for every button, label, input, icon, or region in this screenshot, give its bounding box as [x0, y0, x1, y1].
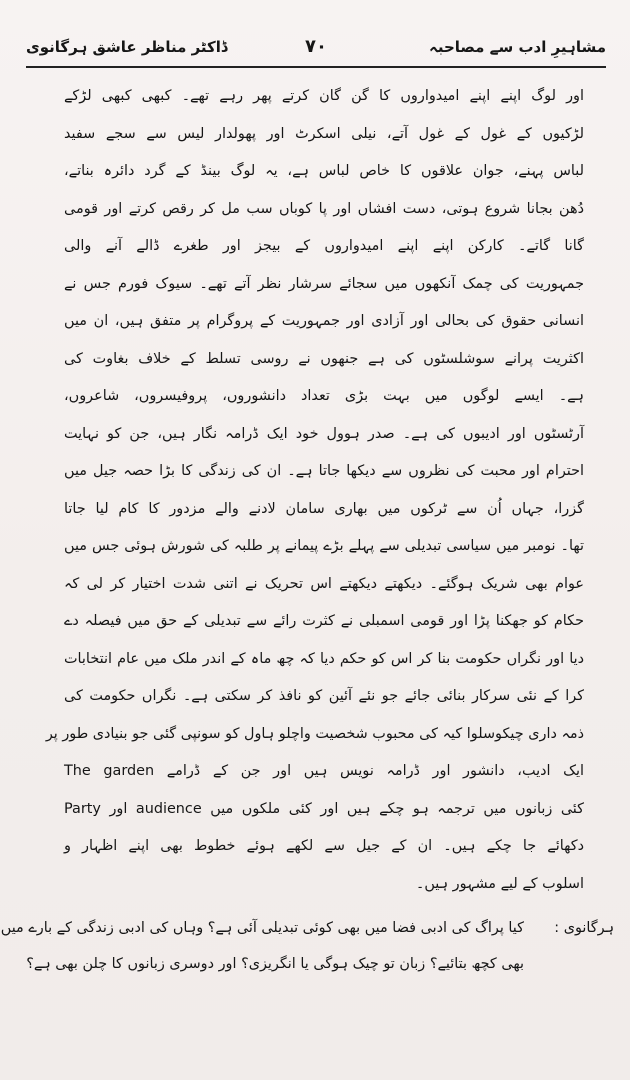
question-block	[0, 910, 614, 982]
text-line: ہے۔ ایسے لوگوں میں بہت بڑی تعداد دانشوروں، پروفیسروں، شاعروں،	[64, 388, 584, 404]
text-line: احترام اور محبت کی نظروں سے دیکھا جاتا ہے۔ ان کی زندگی کا بڑا حصہ جیل میں	[64, 463, 584, 479]
page-header	[26, 34, 606, 68]
text-line: جمہوریت کی چمک آنکھوں میں سجائے سرشار نظر آتے تھے۔ سیوک فورم جس نے	[64, 275, 584, 292]
text-line: ذمہ داری چیکوسلوا کیہ کی محبوب شخصیت واچلو ہاول کو سونپی گئی جو بنیادی طور پر	[45, 725, 584, 742]
author-name: ڈاکٹر مناظر عاشق ہرگانوی	[26, 38, 228, 56]
text-line: آرٹسٹوں اور ادیبوں کی ہے۔ صدر ہوول خود ایک ڈرامہ نگار ہیں، جن کو نہایت	[64, 425, 584, 442]
book-title: مشاہیرِ ادب سے مصاحبہ	[429, 38, 606, 56]
text-line: ایک ادیب، دانشور اور ڈرامہ نویس ہیں اور جن کے ڈرامے The garden	[64, 763, 584, 779]
text-line: لباس پہنے، جوان علاقوں کا خاص لباس ہے، یہ لوگ بینڈ کے گرد دائرہ بناتے،	[64, 163, 584, 179]
text-line: اور لوگ اپنے اپنے امیدواروں کا گن گان کرتے پھر رہے تھے۔ کبھی کبھی لڑکے	[64, 88, 584, 104]
text-line: دُھن بجانا شروع ہوتی، دست افشاں اور پا کوباں سب مل کر رقص کرتے اور قومی	[64, 200, 584, 217]
question-row-2	[26, 946, 614, 982]
text-line: Party اور audience کئی زبانوں میں ترجمہ ہو چکے ہیں اور کئی ملکوں میں	[64, 800, 585, 817]
text-line: گزرا، جہاں اُن سے ٹرکوں میں بھاری سامان لادنے والے مزدور کا کام لیا جاتا	[64, 500, 584, 517]
question-line: کیا پراگ کی ادبی فضا میں بھی کوئی تبدیلی آئی ہے؟ وہاں کی ادبی زندگی کے بارے میں	[0, 920, 524, 936]
page-number: ٧٠	[305, 36, 327, 57]
text-line: دکھائے جا چکے ہیں۔ ان کے جیل سے لکھے ہوئے خطوط بھی اپنے اظہار و	[64, 838, 584, 854]
question-line: بھی کچھ بتائیے؟ زبان تو چیک ہوگی یا انگریزی؟ اور دوسری زبانوں کا چلن بھی ہے؟	[26, 956, 524, 972]
text-line: حکام کو جھکنا پڑا اور قومی اسمبلی نے کثرت رائے سے تبدیلی کے حق میں فیصلہ دے	[64, 613, 584, 629]
text-line: لڑکیوں کے غول کے غول آتے، نیلی اسکرٹ اور پھولدار لیس سے سجے سفید	[64, 125, 584, 142]
text-line: تھا۔ نومبر میں سیاسی تبدیلی سے پہلے بڑے پیمانے پر طلبہ کی شورش ہوئی جس میں	[64, 538, 584, 554]
text-line: دیا اور نگراں حکومت بنا کر اس کو حکم دیا کہ چھ ماہ کے اندر ملک میں عام انتخابات	[64, 650, 584, 667]
speaker-label: ہرگانوی :	[554, 920, 614, 936]
question-row-1	[0, 910, 614, 946]
text-line: کرا کے نئی سرکار بنائی جائے جو نئے آئین کو نافذ کر سکتی ہے۔ نگراں حکومت کی	[64, 688, 584, 704]
text-line: عوام بھی شریک ہوگئے۔ دیکھتے دیکھتے اس تحریک نے اتنی شدت اختیار کر لی کہ	[64, 575, 584, 592]
text-line: اسلوب کے لیے مشہور ہیں۔	[415, 875, 584, 892]
header-rule	[26, 66, 606, 68]
body-text	[45, 78, 585, 903]
text-line: اکثریت پرانے سوشلسٹوں کی ہے جنھوں نے روسی تسلط کے خلاف بغاوت کی	[64, 350, 584, 367]
text-line: انسانی حقوق کی بحالی اور آزادی اور جمہوریت کے پروگرام پر متفق ہیں، ان میں	[64, 313, 584, 329]
text-line: گانا گاتے۔ کارکن اپنے اپنے امیدواروں کے بیجز اور طغرے ڈالے آنے والی	[64, 238, 584, 254]
